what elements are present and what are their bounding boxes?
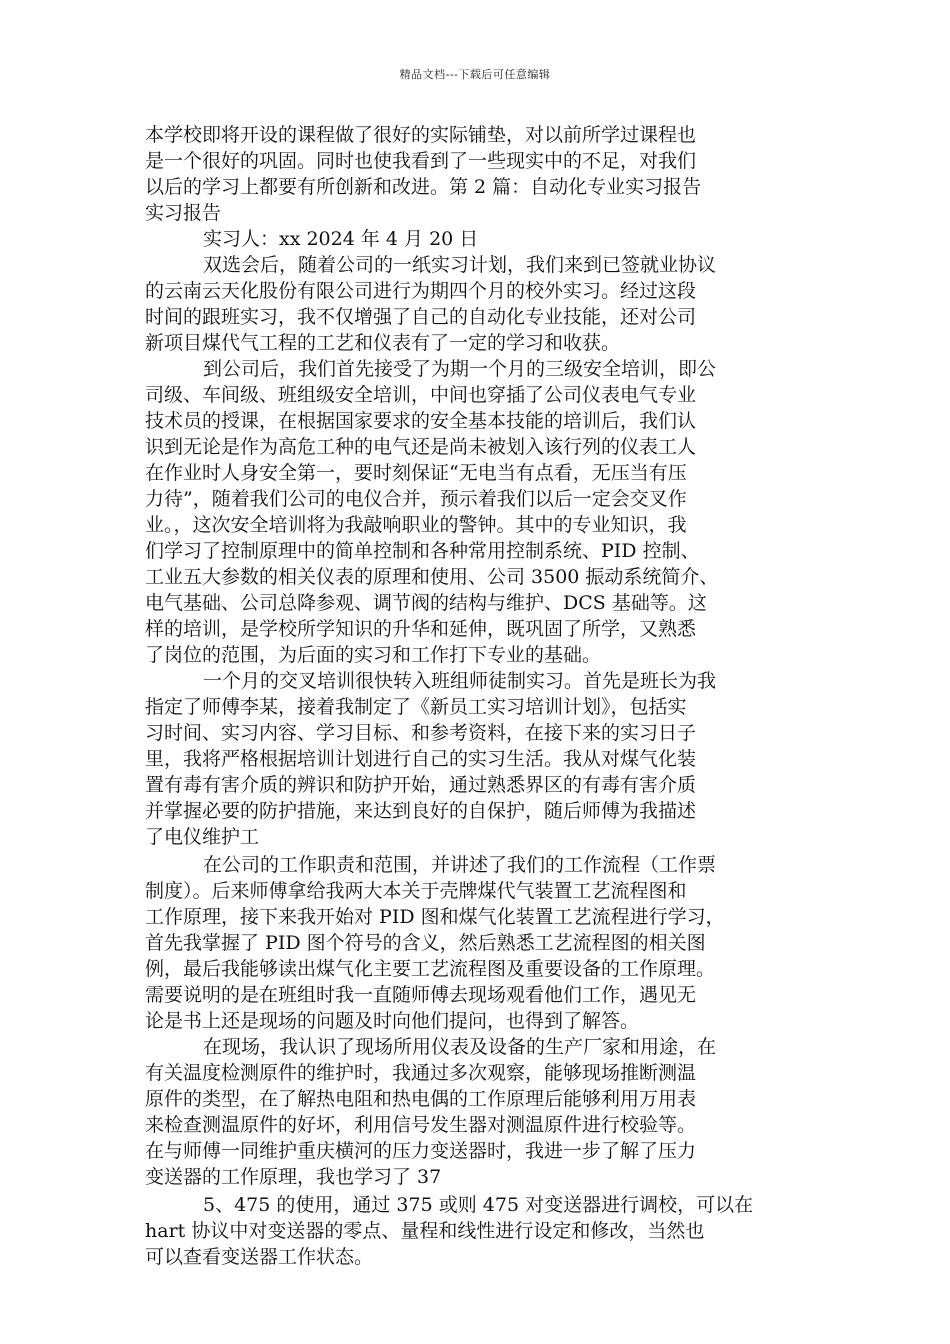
text-line: 以后的学习上都要有所创新和改进。第 2 篇：自动化专业实习报告	[145, 176, 702, 198]
text-line: 首先我掌握了 PID 图个符号的含义，然后熟悉工艺流程图的相关图	[145, 932, 706, 954]
text-line: 可以查看变送器工作状态。	[145, 1246, 374, 1268]
text-line: 论是书上还是现场的问题及时向他们提问，也得到了解答。	[145, 1010, 640, 1032]
text-line: 工作原理，接下来我开始对 PID 图和煤气化装置工艺流程进行学习，	[145, 906, 725, 928]
text-line: 工业五大参数的相关仪表的原理和使用、公司 3500 振动系统简介、	[145, 566, 719, 588]
text-line: 有关温度检测原件的维护时，我通过多次观察，能够现场推断测温	[145, 1062, 697, 1084]
text-line: 原件的类型，在了解热电阻和热电偶的工作原理后能够利用万用表	[145, 1088, 697, 1110]
text-line: 习时间、实习内容、学习目标、和参考资料，在接下来的实习日子	[145, 722, 697, 744]
text-line: 指定了师傅李某，接着我制定了《新员工实习培训计划》，包括实	[145, 696, 687, 718]
text-line: 来检查测温原件的好坏，利用信号发生器对测温原件进行校验等。	[145, 1114, 697, 1136]
text-line: 制度）。后来师傅拿给我两大本关于壳牌煤代气装置工艺流程图和	[145, 880, 687, 902]
text-line: 是一个很好的巩固。同时也使我看到了一些现实中的不足，对我们	[145, 150, 697, 172]
text-line: 置有毒有害介质的辨识和防护开始，通过熟悉界区的有毒有害介质	[145, 774, 697, 796]
text-line: 变送器的工作原理，我也学习了 37	[145, 1166, 442, 1188]
text-line: 双选会后，随着公司的一纸实习计划，我们来到已签就业协议	[203, 254, 717, 276]
text-line: 在公司的工作职责和范围，并讲述了我们的工作流程（工作票	[203, 854, 717, 876]
text-line: 实习人：xx 2024 年 4 月 20 日	[203, 228, 479, 250]
text-line: 在与师傅一同维护重庆横河的压力变送器时，我进一步了解了压力	[145, 1140, 697, 1162]
text-line: 里，我将严格根据培训计划进行自己的实习生活。我从对煤气化装	[145, 748, 697, 770]
text-line: 识到无论是作为高危工种的电气还是尚未被划入该行列的仪表工人	[145, 436, 697, 458]
text-line: 们学习了控制原理中的简单控制和各种常用控制系统、PID 控制、	[145, 540, 700, 562]
text-line: 在现场，我认识了现场所用仪表及设备的生产厂家和用途，在	[203, 1036, 717, 1058]
text-line: 例，最后我能够读出煤气化主要工艺流程图及重要设备的工作原理。	[145, 958, 716, 980]
text-line: 并掌握必要的防护措施，来达到良好的自保护，随后师傅为我描述	[145, 800, 697, 822]
text-line: hart 协议中对变送器的零点、量程和线性进行设定和修改，当然也	[145, 1220, 705, 1242]
text-line: 电气基础、公司总降参观、调节阀的结构与维护、DCS 基础等。这	[145, 592, 707, 614]
text-line: 力待”，随着我们公司的电仪合并，预示着我们以后一定会交叉作	[145, 488, 687, 510]
text-line: 业。，这次安全培训将为我敲响职业的警钟。其中的专业知识，我	[145, 514, 687, 536]
text-line: 到公司后，我们首先接受了为期一个月的三级安全培训，即公	[203, 358, 717, 380]
text-line: 新项目煤代气工程的工艺和仪表有了一定的学习和收获。	[145, 332, 621, 354]
text-line: 了岗位的范围，为后面的实习和工作打下专业的基础。	[145, 644, 602, 666]
text-line: 时间的跟班实习，我不仅增强了自己的自动化专业技能，还对公司	[145, 306, 697, 328]
document-body	[145, 122, 810, 1270]
text-line: 本学校即将开设的课程做了很好的实际铺垫，对以前所学过课程也	[145, 124, 697, 146]
text-line: 5、475 的使用，通过 375 或则 475 对变送器进行调校，可以在	[203, 1194, 754, 1216]
text-line: 需要说明的是在班组时我一直随师傅去现场观看他们工作，遇见无	[145, 984, 697, 1006]
text-line: 样的培训，是学校所学知识的升华和延伸，既巩固了所学，又熟悉	[145, 618, 697, 640]
text-line: 一个月的交叉培训很快转入班组师徒制实习。首先是班长为我	[203, 670, 717, 692]
text-line: 在作业时人身安全第一，要时刻保证“无电当有点看，无压当有压	[145, 462, 687, 484]
text-line: 司级、车间级、班组级安全培训，中间也穿插了公司仪表电气专业	[145, 384, 697, 406]
text-line: 了电仪维护工	[145, 826, 260, 848]
text-line: 实习报告	[145, 202, 222, 224]
page-header: 精品文档---下载后可任意编辑	[399, 68, 551, 81]
text-line: 的云南云天化股份有限公司进行为期四个月的校外实习。经过这段	[145, 280, 697, 302]
text-line: 技术员的授课，在根据国家要求的安全基本技能的培训后，我们认	[145, 410, 697, 432]
